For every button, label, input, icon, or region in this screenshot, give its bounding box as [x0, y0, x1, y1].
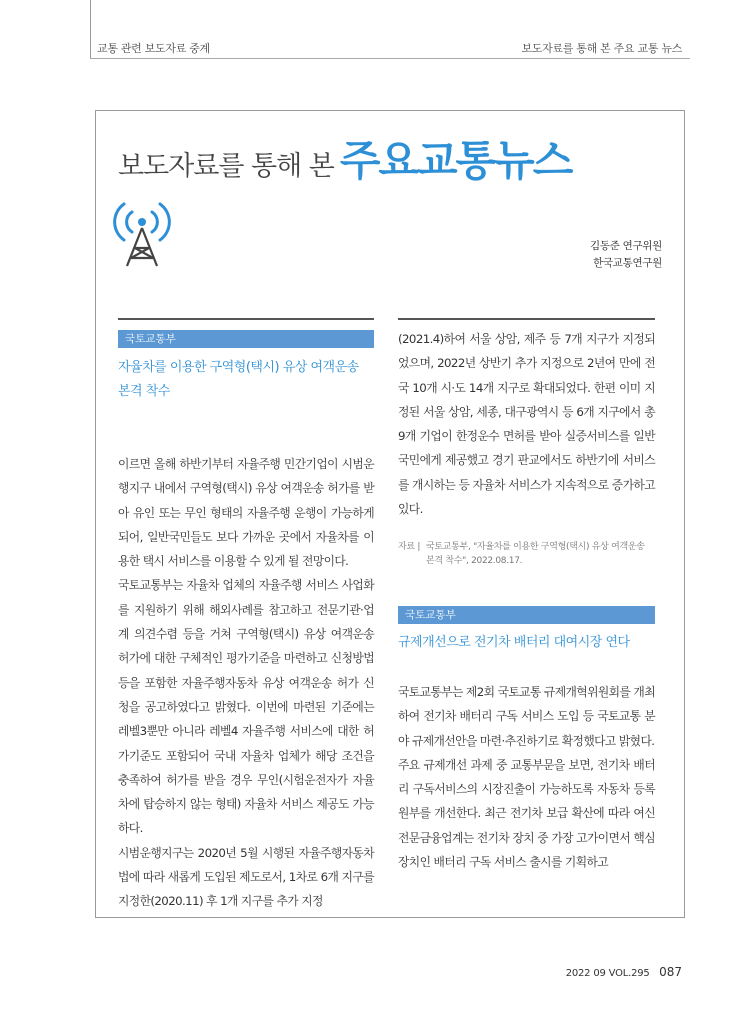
article2-body [398, 680, 655, 874]
paragraph: 주요 규제개선 과제 중 교통부문을 보면, 전기차 배터리 구독서비스의 시장진출이 가능하도록 자동차 등록원부를 개선한다. 최근 전기차 보급 확산에 따라 여신전문금융업계는 전기차 장치 중 가장 고가이면서 핵심장치인 배터리 구독 서비스 출시를 기획하고 [398, 757, 655, 870]
page-footer [566, 965, 682, 979]
broadcast-tower-icon [112, 200, 172, 274]
source-text: 국토교통부, "자율차를 이용한 구역형(택시) 유상 여객운송 본격 착수", 2022.08.17. [426, 542, 645, 566]
author-name: 김동준 연구위원 [590, 240, 662, 252]
article2-category: 국토교통부 [398, 606, 655, 624]
article1-body-left [118, 452, 374, 914]
left-column-rule [118, 318, 374, 320]
series-label: 보도자료를 통해 본 주요 교통 뉴스 [521, 42, 682, 55]
article1-category: 국토교통부 [118, 330, 374, 348]
page-number: 087 [659, 965, 682, 979]
title-accent: 주요교통뉴스 [339, 136, 572, 185]
header-rule [90, 58, 690, 59]
title-main: 보도자료를 통해 본 [118, 151, 334, 182]
source-label: 자료 | [398, 542, 421, 552]
paragraph: 국토교통부는 자율차 업체의 자율주행 서비스 사업화를 지원하기 위해 해외사례를 참고하고 전문기관·업계 의견수렴 등을 거쳐 구역형(택시) 유상 여객운송 허가에 대한 구체적인 평가기준을 마련하고 신청방법 등을 포함한 자율주행자동차 유상 여객운송 허가 신청을 공고하였다고 밝혔다. 이번에 마련된 기준에는 레벨3뿐만 아니라 레벨4 자율주행 서비스에 대한 허가기준도 포함되어 국내 자율차 업체가 해당 조건을 충족하여 허가를 받을 경우 무인(시험운전자가 자율차에 탑승하지 않는 형태) 자율차 서비스 제공도 가능하다. [118, 578, 374, 836]
article1-body-right [398, 327, 655, 521]
article2-title: 규제개선으로 전기차 배터리 대여시장 연다 [398, 635, 630, 650]
right-column-rule [398, 318, 655, 320]
article1-title: 자율차를 이용한 구역형(택시) 유상 여객운송 본격 착수 [118, 360, 359, 399]
paragraph: 시범운행지구는 2020년 5월 시행된 자율주행자동차법에 따라 새롭게 도입된 제도로서, 1차로 6개 지구를 지정한(2020.11) 후 1개 지구를 추가 지정 [118, 845, 374, 909]
paragraph: 국토교통부는 제2회 국토교통 규제개혁위원회를 개최하여 전기차 배터리 구독 서비스 도입 등 국토교통 분야 규제개선안을 마련·추진하기로 확정했다고 밝혔다. [398, 685, 656, 748]
issue-label: 2022 09 VOL.295 [565, 968, 650, 979]
author-org: 한국교통연구원 [593, 257, 662, 269]
paragraph: (2021.4)하여 서울 상암, 제주 등 7개 지구가 지정되었으며, 2022년 상반기 추가 지정으로 2년여 만에 전국 10개 시·도 14개 지구로 확대되었다. 한편 이미 지정된 서울 상암, 세종, 대구광역시 등 6개 지구에서 총 9개 기업이 한정운수 면허를 받아 실증서비스를 일반국민에게 제공했고 경기 판교에서도 하반기에 서비스를 개시하는 등 자율차 서비스가 지속적으로 증가하고 있다. [398, 332, 655, 517]
author-block [590, 238, 662, 272]
header-vertical-rule [90, 0, 91, 58]
page-title [118, 128, 571, 188]
source-citation [398, 540, 655, 568]
section-label: 교통 관련 보도자료 중계 [97, 42, 210, 55]
paragraph: 이르면 올해 하반기부터 자율주행 민간기업이 시범운행지구 내에서 구역형(택시) 유상 여객운송 허가를 받아 유인 또는 무인 형태의 자율주행 운행이 가능하게 되어, 일반국민들도 보다 가까운 곳에서 자율차를 이용한 택시 서비스를 이용할 수 있게 될 전망이다. [118, 457, 374, 569]
